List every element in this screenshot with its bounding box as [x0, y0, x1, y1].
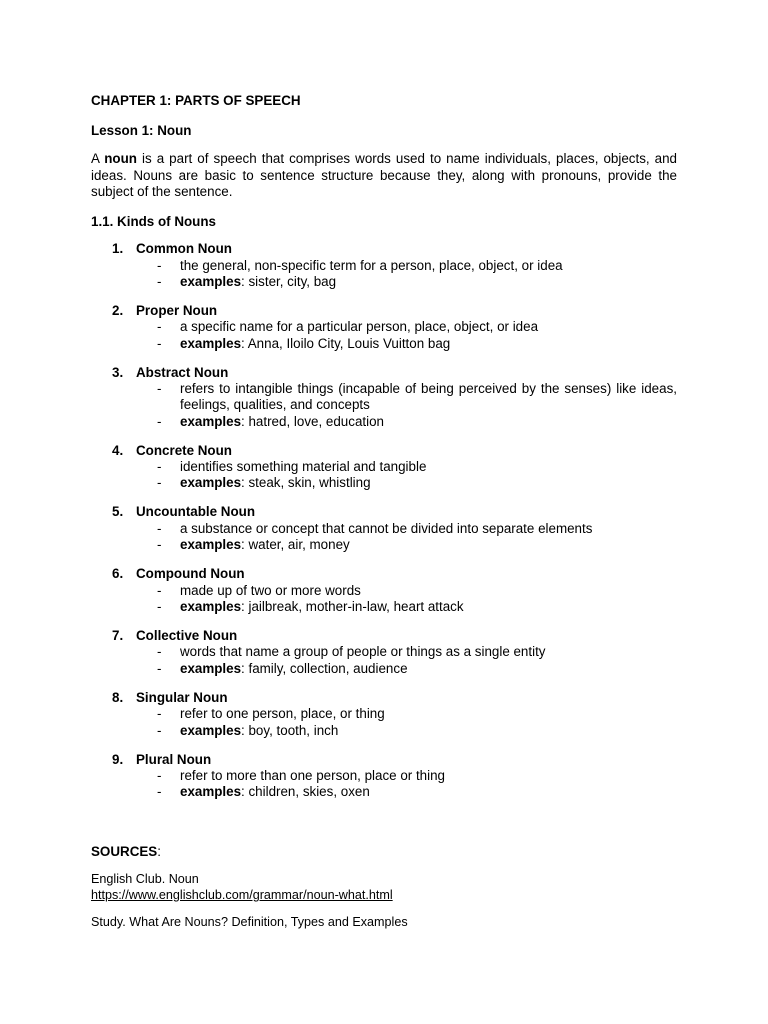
noun-kind-name: Concrete Noun — [136, 442, 232, 458]
definition-bullet — [91, 258, 677, 274]
dash-marker: - — [157, 599, 162, 614]
source-name: Study. What Are Nouns? Definition, Types and Examples — [91, 915, 408, 929]
noun-kind-name: Collective Noun — [136, 627, 238, 643]
dash-marker: - — [157, 722, 162, 738]
examples-label: examples — [180, 599, 242, 614]
document-page — [91, 0, 677, 1024]
dash-marker: - — [157, 335, 162, 351]
list-item — [91, 504, 677, 553]
dash-marker: - — [157, 537, 162, 553]
examples-text: : steak, skin, whistling — [241, 475, 371, 491]
definition-text: a specific name for a particular person, place, object, or idea — [180, 319, 539, 335]
examples-label: examples — [180, 335, 242, 351]
noun-kind-heading — [91, 566, 677, 583]
noun-kind-heading — [91, 628, 677, 645]
examples-label: examples — [180, 660, 242, 676]
list-item — [91, 752, 677, 801]
dash-marker: - — [157, 706, 162, 722]
list-item — [91, 365, 677, 430]
dash-marker: - — [157, 319, 162, 335]
noun-kind-name: Uncountable Noun — [136, 504, 256, 520]
bullet-list — [91, 521, 677, 554]
examples-label: examples — [180, 475, 242, 491]
list-number: 8. — [112, 689, 124, 705]
examples-label: examples — [180, 722, 242, 738]
dash-marker: - — [157, 413, 162, 429]
noun-kind-heading — [91, 303, 677, 320]
examples-text: : boy, tooth, inch — [241, 722, 339, 738]
definition-bullet — [91, 768, 677, 784]
definition-text: refers to intangible things (incapable of being perceived by the senses) like ideas, feelings, qualities, and concepts — [180, 381, 677, 413]
dash-marker: - — [157, 257, 162, 273]
examples-label: examples — [180, 413, 242, 429]
examples-bullet — [91, 475, 677, 491]
noun-kind-name: Proper Noun — [136, 302, 218, 318]
examples-bullet — [91, 537, 677, 553]
sources-title: SOURCES — [91, 844, 158, 859]
examples-text: : jailbreak, mother-in-law, heart attack — [241, 599, 464, 614]
noun-kind-name: Plural Noun — [136, 751, 212, 767]
chapter-title: CHAPTER 1: PARTS OF SPEECH — [91, 93, 301, 108]
examples-bullet — [91, 661, 677, 677]
bullet-list — [91, 644, 677, 677]
noun-kind-name: Singular Noun — [136, 689, 228, 705]
examples-text: : family, collection, audience — [241, 660, 408, 676]
list-number: 7. — [112, 627, 124, 643]
source-item — [91, 871, 393, 903]
definition-bullet — [91, 319, 677, 335]
noun-kind-heading — [91, 690, 677, 707]
examples-bullet — [91, 336, 677, 352]
examples-bullet — [91, 274, 677, 290]
definition-text: made up of two or more words — [180, 582, 361, 598]
definition-text: words that name a group of people or things as a single entity — [180, 644, 546, 660]
noun-kind-name: Compound Noun — [136, 566, 245, 582]
noun-kind-name: Abstract Noun — [136, 364, 229, 380]
source-link[interactable]: https://www.englishclub.com/grammar/noun-what.html — [91, 888, 393, 902]
kinds-of-nouns-list — [91, 241, 677, 813]
definition-text: identifies something material and tangible — [180, 459, 427, 475]
examples-bullet — [91, 784, 677, 800]
list-item — [91, 690, 677, 739]
examples-text: : children, skies, oxen — [241, 784, 370, 800]
noun-kind-heading — [91, 241, 677, 258]
bullet-list — [91, 768, 677, 801]
intro-rest: is a part of speech that comprises words used to name individuals, places, objects, and ideas. Nouns are basic to sentence structure because they, along with pronouns, provide the subject of the sentence. — [91, 151, 677, 199]
examples-bullet — [91, 599, 677, 615]
examples-bullet — [91, 414, 677, 430]
noun-kind-heading — [91, 752, 677, 769]
definition-bullet — [91, 583, 677, 599]
list-item — [91, 241, 677, 290]
list-number: 2. — [112, 302, 124, 318]
definition-bullet — [91, 706, 677, 722]
definition-text: refer to more than one person, place or thing — [180, 768, 445, 784]
dash-marker: - — [157, 459, 162, 475]
dash-marker: - — [157, 644, 162, 660]
dash-marker: - — [157, 381, 162, 397]
definition-text: a substance or concept that cannot be divided into separate elements — [180, 520, 593, 536]
dash-marker: - — [157, 768, 162, 784]
source-name: English Club. Noun — [91, 872, 199, 886]
dash-marker: - — [157, 475, 162, 491]
definition-text: the general, non-specific term for a person, place, object, or idea — [180, 257, 563, 273]
noun-kind-heading — [91, 365, 677, 382]
list-number: 5. — [112, 504, 124, 520]
source-item — [91, 914, 408, 930]
examples-label: examples — [180, 784, 242, 800]
noun-kind-heading — [91, 504, 677, 521]
examples-bullet — [91, 723, 677, 739]
examples-label: examples — [180, 273, 242, 289]
list-number: 9. — [112, 751, 124, 767]
dash-marker: - — [157, 582, 162, 598]
lesson-title: Lesson 1: Noun — [91, 123, 192, 138]
list-item — [91, 443, 677, 492]
sources-colon: : — [157, 844, 161, 859]
sources-heading — [91, 843, 161, 860]
dash-marker: - — [157, 520, 162, 536]
dash-marker: - — [157, 273, 162, 289]
list-number: 1. — [112, 241, 124, 256]
intro-term: noun — [104, 151, 137, 166]
intro-paragraph — [91, 151, 677, 201]
section-title: 1.1. Kinds of Nouns — [91, 214, 216, 229]
bullet-list — [91, 706, 677, 739]
list-item — [91, 566, 677, 615]
examples-text: : water, air, money — [241, 537, 350, 553]
definition-text: refer to one person, place, or thing — [180, 706, 385, 722]
definition-bullet — [91, 459, 677, 475]
dash-marker: - — [157, 784, 162, 800]
bullet-list — [91, 258, 677, 291]
examples-text: : Anna, Iloilo City, Louis Vuitton bag — [241, 335, 451, 351]
noun-kind-name: Common Noun — [136, 241, 232, 256]
bullet-list — [91, 583, 677, 616]
intro-prefix: A — [91, 151, 105, 166]
noun-kind-heading — [91, 443, 677, 460]
definition-bullet — [91, 381, 677, 414]
list-number: 6. — [112, 566, 124, 582]
bullet-list — [91, 319, 677, 352]
list-number: 3. — [112, 364, 124, 380]
examples-label: examples — [180, 537, 242, 553]
definition-bullet — [91, 644, 677, 660]
definition-bullet — [91, 521, 677, 537]
dash-marker: - — [157, 660, 162, 676]
examples-text: : sister, city, bag — [241, 273, 337, 289]
bullet-list — [91, 381, 677, 430]
bullet-list — [91, 459, 677, 492]
list-item — [91, 628, 677, 677]
examples-text: : hatred, love, education — [241, 413, 384, 429]
list-number: 4. — [112, 442, 124, 458]
list-item — [91, 303, 677, 352]
